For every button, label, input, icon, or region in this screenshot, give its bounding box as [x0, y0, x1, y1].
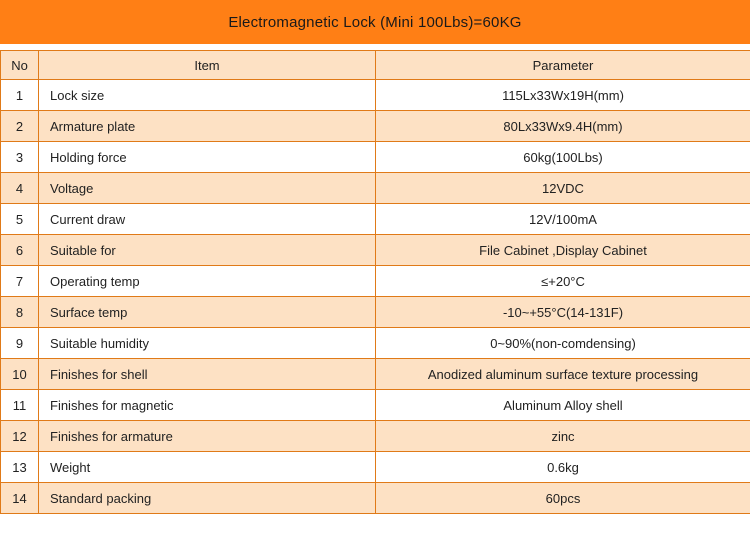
row-item: Surface temp [39, 297, 376, 328]
row-item: Lock size [39, 80, 376, 111]
table-row [1, 483, 750, 514]
row-parameter: 115Lx33Wx19H(mm) [376, 80, 750, 111]
row-item: Operating temp [39, 266, 376, 297]
row-item: Holding force [39, 142, 376, 173]
row-parameter: 0.6kg [376, 452, 750, 483]
table-row [1, 390, 750, 421]
row-parameter: 12V/100mA [376, 204, 750, 235]
row-number: 3 [1, 142, 39, 173]
row-item: Finishes for armature [39, 421, 376, 452]
table-row [1, 328, 750, 359]
row-item: Finishes for magnetic [39, 390, 376, 421]
row-number: 4 [1, 173, 39, 204]
row-parameter: zinc [376, 421, 750, 452]
row-item: Finishes for shell [39, 359, 376, 390]
row-parameter: 12VDC [376, 173, 750, 204]
table-row [1, 173, 750, 204]
row-number: 2 [1, 111, 39, 142]
row-number: 1 [1, 80, 39, 111]
row-number: 5 [1, 204, 39, 235]
row-item: Suitable humidity [39, 328, 376, 359]
row-number: 10 [1, 359, 39, 390]
row-number: 13 [1, 452, 39, 483]
table-row [1, 266, 750, 297]
row-number: 7 [1, 266, 39, 297]
row-parameter: ≤+20°C [376, 266, 750, 297]
column-header-no: No [1, 51, 39, 80]
row-parameter: Anodized aluminum surface texture processing [376, 359, 750, 390]
table-row [1, 142, 750, 173]
row-parameter: 80Lx33Wx9.4H(mm) [376, 111, 750, 142]
row-number: 11 [1, 390, 39, 421]
table-row [1, 204, 750, 235]
row-number: 9 [1, 328, 39, 359]
row-parameter: 60pcs [376, 483, 750, 514]
row-parameter: File Cabinet ,Display Cabinet [376, 235, 750, 266]
row-item: Weight [39, 452, 376, 483]
table-row [1, 235, 750, 266]
row-number: 12 [1, 421, 39, 452]
page-title: Electromagnetic Lock (Mini 100Lbs)=60KG [0, 0, 750, 50]
row-number: 6 [1, 235, 39, 266]
row-number: 8 [1, 297, 39, 328]
table-row [1, 80, 750, 111]
row-parameter: Aluminum Alloy shell [376, 390, 750, 421]
row-parameter: -10~+55°C(14-131F) [376, 297, 750, 328]
row-parameter: 60kg(100Lbs) [376, 142, 750, 173]
row-parameter: 0~90%(non-comdensing) [376, 328, 750, 359]
row-item: Suitable for [39, 235, 376, 266]
row-item: Standard packing [39, 483, 376, 514]
table-row [1, 359, 750, 390]
row-item: Voltage [39, 173, 376, 204]
table-row [1, 421, 750, 452]
row-number: 14 [1, 483, 39, 514]
spec-table [0, 50, 750, 514]
table-row [1, 111, 750, 142]
table-header-row [1, 51, 750, 80]
row-item: Current draw [39, 204, 376, 235]
table-row [1, 452, 750, 483]
column-header-item: Item [39, 51, 376, 80]
column-header-parameter: Parameter [376, 51, 750, 80]
row-item: Armature plate [39, 111, 376, 142]
table-row [1, 297, 750, 328]
